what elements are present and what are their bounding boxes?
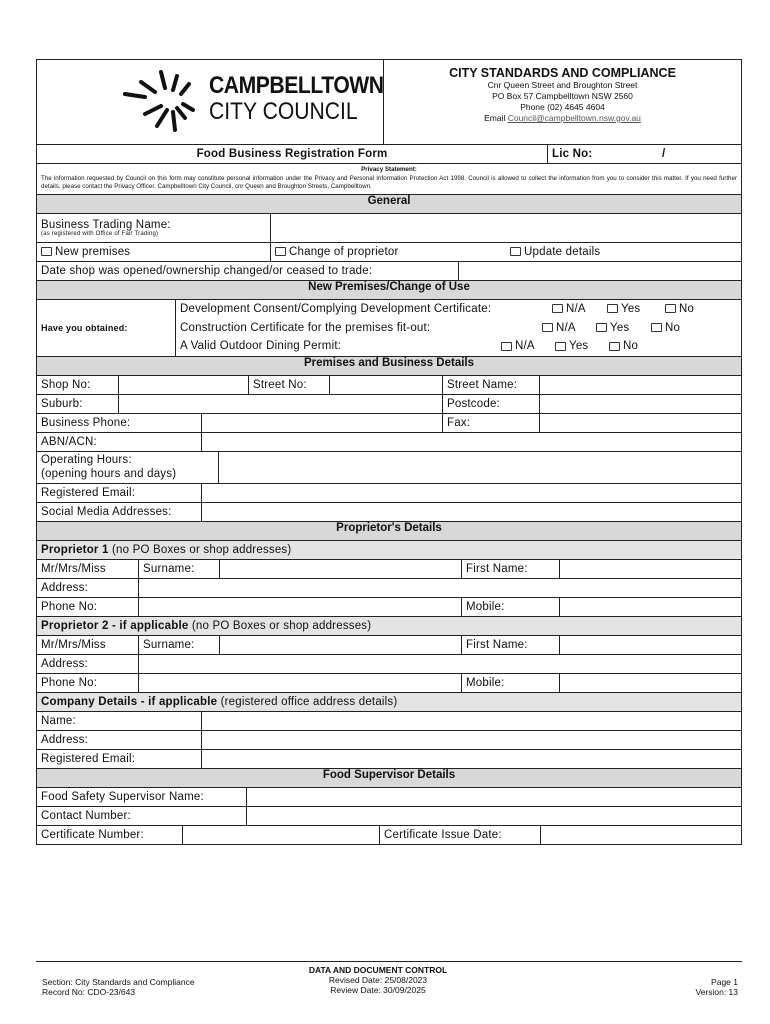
date-input[interactable]: [458, 262, 741, 280]
suburb-input[interactable]: [118, 395, 442, 413]
org-name-line1: CAMPBELLTOWN: [209, 72, 384, 99]
address-line1: Cnr Queen Street and Broughton Street: [487, 80, 638, 90]
obtained-questions: [175, 300, 741, 356]
have-obtained-label: Have you obtained:: [41, 322, 128, 333]
p1-name-row: [37, 559, 741, 578]
p1-first-name-input[interactable]: [559, 560, 741, 578]
new-premises-label: New premises: [55, 245, 131, 258]
p2-address-input[interactable]: [138, 655, 741, 673]
no-label: No: [665, 321, 681, 334]
p2-address-label: Address:: [41, 657, 88, 670]
abn-label: ABN/ACN:: [41, 435, 97, 448]
shop-no-input[interactable]: [118, 376, 248, 394]
na-label: N/A: [556, 321, 576, 334]
shop-row: [37, 375, 741, 394]
p1-phone-label: Phone No:: [41, 600, 98, 613]
company-address-input[interactable]: [201, 731, 741, 749]
p2-name-row: [37, 635, 741, 654]
footer-review: Review Date: 30/09/2025: [330, 985, 426, 995]
p2-phone-label: Phone No:: [41, 676, 98, 689]
p2-title-label: Mr/Mrs/Miss: [41, 638, 106, 651]
p1-address-input[interactable]: [138, 579, 741, 597]
fax-input[interactable]: [539, 414, 741, 432]
p2-surname-label: Surname:: [138, 636, 219, 654]
hours-input[interactable]: [218, 452, 741, 483]
supervisor-name-label: Food Safety Supervisor Name:: [41, 790, 204, 803]
trading-name-row: [37, 213, 741, 242]
social-label: Social Media Addresses:: [41, 505, 172, 518]
company-address-row: [37, 730, 741, 749]
yes-label: Yes: [569, 340, 589, 353]
reg-email-label: Registered Email:: [41, 486, 136, 499]
checkbox-icon: [596, 323, 607, 332]
trading-name-input[interactable]: [270, 214, 741, 242]
reg-email-input[interactable]: [201, 484, 741, 502]
q1-label: Development Consent/Complying Development Certificate:: [180, 302, 492, 315]
street-no-input[interactable]: [329, 376, 442, 394]
postcode-label: Postcode:: [442, 395, 539, 413]
p1-bold: Proprietor 1: [41, 543, 109, 556]
supervisor-name-row: [37, 787, 741, 806]
change-proprietor-option[interactable]: [270, 243, 506, 261]
obtained-block: [37, 299, 741, 356]
p1-first-name-label: First Name:: [461, 560, 559, 578]
postcode-input[interactable]: [539, 395, 741, 413]
p2-bold: Proprietor 2 - if applicable: [41, 619, 189, 632]
checkbox-icon: [651, 323, 662, 332]
section-general: General: [37, 194, 741, 213]
footer-version: Version: 13: [695, 987, 738, 997]
lic-slash: /: [662, 148, 666, 160]
new-premises-option[interactable]: [37, 243, 270, 261]
p1-mobile-label: Mobile:: [461, 598, 559, 616]
checkbox-icon: [607, 304, 618, 313]
footer-page: Page 1: [711, 977, 738, 987]
p2-address-row: [37, 654, 741, 673]
checkbox-icon: [41, 247, 52, 256]
update-details-option[interactable]: [506, 243, 741, 261]
fax-label: Fax:: [442, 414, 539, 432]
company-email-input[interactable]: [201, 750, 741, 768]
cert-no-label: Certificate Number:: [41, 828, 144, 841]
question-dev-consent: [176, 300, 741, 319]
p1-surname-label: Surname:: [138, 560, 219, 578]
council-logo: [37, 60, 384, 144]
form-title: Food Business Registration Form: [196, 148, 388, 160]
phone-row: [37, 413, 741, 432]
p1-phone-row: [37, 597, 741, 616]
no-label: No: [679, 302, 695, 315]
email-label: Email: [484, 113, 508, 123]
proprietor1-heading: [37, 540, 741, 559]
checkbox-icon: [510, 247, 521, 256]
q1-no[interactable]: [665, 303, 694, 315]
date-row: [37, 261, 741, 280]
street-name-label: Street Name:: [442, 376, 539, 394]
company-heading: [37, 692, 741, 711]
q3-yes[interactable]: [555, 340, 588, 352]
abn-input[interactable]: [201, 433, 741, 451]
q3-no[interactable]: [609, 340, 638, 352]
hours-row: [37, 451, 741, 483]
footer-control-title: DATA AND DOCUMENT CONTROL: [308, 965, 448, 975]
q2-yes[interactable]: [596, 322, 629, 334]
lic-no-field[interactable]: [628, 145, 741, 163]
company-address-label: Address:: [41, 733, 88, 746]
trading-name-note: (as registered with Office of Fair Trading): [41, 230, 159, 237]
phone-line: Phone (02) 4645 4604: [520, 102, 605, 112]
footer-section: Section: City Standards and Compliance: [42, 977, 195, 987]
checkbox-icon: [275, 247, 286, 256]
section-proprietor: Proprietor's Details: [37, 521, 741, 540]
update-details-label: Update details: [524, 245, 601, 258]
registration-form: [36, 59, 742, 845]
business-phone-label: Business Phone:: [41, 416, 131, 429]
company-title: [37, 693, 741, 711]
yes-label: Yes: [621, 302, 641, 315]
document-footer: [36, 961, 742, 997]
cert-date-input[interactable]: [540, 826, 741, 844]
supervisor-contact-row: [37, 806, 741, 825]
department-title: CITY STANDARDS AND COMPLIANCE: [449, 66, 676, 80]
change-proprietor-label: Change of proprietor: [289, 245, 399, 258]
p1-note: (no PO Boxes or shop addresses): [108, 543, 292, 556]
p1-address-label: Address:: [41, 581, 88, 594]
q2-no[interactable]: [651, 322, 680, 334]
privacy-text: The information requested by Council on this form may constitute personal information under the Privacy and Personal Information Protection Act 1998. Council is allowed to collect the information from you to consider this matter. If you need further details, please contact the Privacy Officer, Campbelltown City Council, cnr Queen and Broughton Streets, Campbelltown.: [41, 174, 737, 190]
address-line2: PO Box 57 Campbelltown NSW 2560: [492, 91, 633, 101]
p1-surname-input[interactable]: [219, 560, 461, 578]
company-name-label: Name:: [41, 714, 76, 727]
q1-yes[interactable]: [607, 303, 640, 315]
proprietor1-title: [37, 541, 741, 559]
email-link[interactable]: Council@campbelltown.nsw.gov.au: [507, 113, 641, 123]
footer-left: [42, 977, 195, 997]
company-name-row: [37, 711, 741, 730]
privacy-heading: Privacy Statement:: [361, 166, 417, 173]
street-no-label: Street No:: [248, 376, 329, 394]
certificate-row: [37, 825, 741, 844]
section-supervisor: Food Supervisor Details: [37, 768, 741, 787]
form-header: [37, 60, 741, 144]
hours-label: Operating Hours:: [41, 454, 132, 466]
question-construction-cert: [176, 318, 741, 337]
company-note: (registered office address details): [217, 695, 398, 708]
trading-name-label: Business Trading Name:: [41, 218, 171, 231]
social-input[interactable]: [201, 503, 741, 521]
p2-phone-row: [37, 673, 741, 692]
privacy-statement: [37, 163, 741, 194]
p2-mobile-input[interactable]: [559, 674, 741, 692]
proprietor2-heading: [37, 616, 741, 635]
q1-na[interactable]: [552, 303, 586, 315]
date-label: Date shop was opened/ownership changed/or ceased to trade:: [41, 264, 373, 277]
checkbox-icon: [555, 342, 566, 351]
suburb-label: Suburb:: [41, 397, 83, 410]
yes-label: Yes: [610, 321, 630, 334]
section-new-premises: New Premises/Change of Use: [37, 280, 741, 299]
hours-label-cell: [37, 452, 218, 483]
supervisor-contact-label: Contact Number:: [41, 809, 131, 822]
suburb-row: [37, 394, 741, 413]
p1-title-label: Mr/Mrs/Miss: [41, 562, 106, 575]
checkbox-icon: [609, 342, 620, 351]
title-row: [37, 144, 741, 163]
footer-revised: Revised Date: 25/08/2023: [328, 975, 428, 985]
social-row: [37, 502, 741, 521]
na-label: N/A: [515, 340, 535, 353]
reg-email-row: [37, 483, 741, 502]
no-label: No: [623, 340, 639, 353]
contact-block: [384, 60, 741, 144]
footer-center: [298, 965, 458, 995]
status-row: [37, 242, 741, 261]
lic-no-label: Lic No:: [547, 145, 628, 163]
company-name-input[interactable]: [201, 712, 741, 730]
q2-na[interactable]: [542, 322, 576, 334]
checkbox-icon: [542, 323, 553, 332]
logo-rays-icon: [117, 68, 212, 138]
p2-first-name-input[interactable]: [559, 636, 741, 654]
checkbox-icon: [501, 342, 512, 351]
p2-phone-input[interactable]: [138, 674, 461, 692]
company-email-row: [37, 749, 741, 768]
org-name-line2: CITY COUNCIL: [209, 98, 358, 125]
q3-na[interactable]: [501, 340, 535, 352]
footer-record: Record No: CDO-23/643: [42, 987, 136, 997]
p1-mobile-input[interactable]: [559, 598, 741, 616]
p2-surname-input[interactable]: [219, 636, 461, 654]
shop-no-label: Shop No:: [41, 378, 91, 391]
q3-label: A Valid Outdoor Dining Permit:: [180, 340, 342, 353]
supervisor-name-input[interactable]: [246, 788, 741, 806]
p2-note: (no PO Boxes or shop addresses): [188, 619, 372, 632]
supervisor-contact-input[interactable]: [246, 807, 741, 825]
trading-name-label-cell: [37, 214, 270, 242]
proprietor2-title: [37, 617, 741, 635]
company-bold: Company Details - if applicable: [41, 695, 218, 708]
hours-note: (opening hours and days): [41, 468, 177, 480]
question-outdoor-dining: [176, 337, 741, 356]
cert-date-label: Certificate Issue Date:: [379, 826, 540, 844]
cert-no-input[interactable]: [182, 826, 379, 844]
street-name-input[interactable]: [539, 376, 741, 394]
company-email-label: Registered Email:: [41, 752, 136, 765]
p1-address-row: [37, 578, 741, 597]
q2-label: Construction Certificate for the premises fit-out:: [180, 321, 431, 334]
p2-first-name-label: First Name:: [461, 636, 559, 654]
p1-phone-input[interactable]: [138, 598, 461, 616]
section-premises-details: Premises and Business Details: [37, 356, 741, 375]
footer-right: [695, 977, 738, 997]
business-phone-input[interactable]: [201, 414, 442, 432]
checkbox-icon: [552, 304, 563, 313]
p2-mobile-label: Mobile:: [461, 674, 559, 692]
abn-row: [37, 432, 741, 451]
na-label: N/A: [566, 302, 586, 315]
checkbox-icon: [665, 304, 676, 313]
